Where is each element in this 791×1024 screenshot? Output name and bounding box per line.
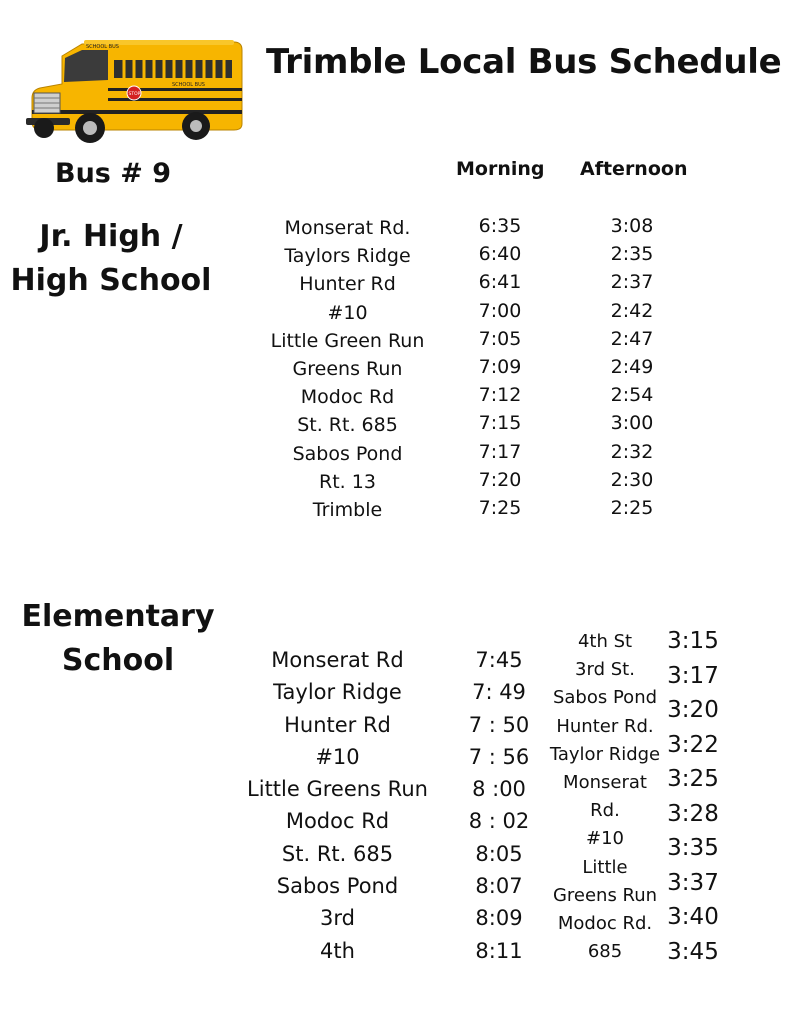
morning-time: 7: 49 [472,680,526,705]
afternoon-time: 3:45 [667,938,719,965]
stop-name: Modoc Rd [300,386,395,409]
morning-time: 7:25 [478,496,522,519]
stop-name: Little [582,856,628,878]
stop-name: 685 [587,941,623,963]
stop-name: Hunter Rd [284,712,391,737]
elementary-afternoon-stop-list [538,628,672,966]
stop-name: Monserat Rd. [284,217,411,239]
stop-name: Greens Run [552,884,658,906]
morning-time: 7:17 [478,440,522,463]
svg-text:SCHOOL BUS: SCHOOL BUS [86,44,119,50]
stop-name: #10 [315,744,360,769]
jr-high-heading-line2: High School [10,263,212,298]
stop-name: Taylor Ridge [273,680,402,705]
stop-name: Modoc Rd [285,809,390,834]
stop-name: St. Rt. 685 [281,841,394,866]
morning-time: 8:05 [475,841,523,866]
svg-text:STOP: STOP [128,92,141,97]
jr-high-morning-times [460,212,540,522]
stop-name: Trimble [312,498,383,521]
jr-high-heading [0,215,222,303]
afternoon-time: 2:54 [610,384,654,407]
elementary-morning-times [458,644,540,967]
morning-time: 7:00 [478,299,522,322]
school-bus-image [24,38,246,150]
stop-name: #10 [586,828,624,850]
morning-time: 8 : 02 [468,809,530,834]
svg-text:SCHOOL BUS: SCHOOL BUS [172,82,205,88]
stop-name: St. Rt. 685 [297,414,398,437]
afternoon-time: 2:35 [610,243,654,266]
morning-time: 7:12 [478,384,522,407]
stop-name: Monserat Rd [271,648,404,672]
afternoon-time: 3:15 [667,628,719,654]
morning-time: 8 :00 [472,777,526,802]
afternoon-time: 3:37 [667,869,719,896]
afternoon-time: 3:17 [667,662,719,689]
jr-high-heading-line1: Jr. High / [39,219,183,254]
bus-number: Bus # 9 [55,158,172,189]
morning-time: 8:09 [475,906,523,931]
morning-time: 7:05 [478,327,522,350]
jr-high-stop-list [255,214,440,524]
afternoon-time: 2:32 [610,440,654,463]
elementary-heading [8,595,228,683]
afternoon-time: 3:35 [667,835,719,861]
stop-name: Sabos Pond [292,442,403,465]
morning-time: 7:15 [478,412,522,435]
afternoon-time: 2:47 [610,327,654,350]
stop-name: Modoc Rd. [557,912,653,934]
stop-name: 3rd [320,906,355,931]
afternoon-time: 3:00 [610,412,654,435]
stop-name: 4th St [577,631,633,652]
stop-name: Taylors Ridge [284,245,411,268]
morning-time: 6:40 [478,243,522,266]
page-title: Trimble Local Bus Schedule [266,42,782,82]
afternoon-time: 3:28 [667,800,719,827]
morning-time: 6:41 [478,271,522,294]
stop-name: 3rd St. [575,659,635,681]
elementary-heading-line2: School [61,643,175,678]
afternoon-header: Afternoon [580,158,688,180]
morning-time: 8:07 [475,874,523,899]
stop-name: Rt. 13 [319,470,376,493]
stop-name: Monserat [563,771,647,793]
afternoon-time: 2:49 [610,355,654,378]
morning-time: 7 : 50 [468,712,530,737]
morning-time: 6:35 [478,215,522,237]
afternoon-time: 2:37 [610,271,654,294]
morning-time: 7 : 56 [468,744,530,769]
stop-name: Hunter Rd [299,273,396,296]
stop-name: Greens Run [292,357,403,380]
afternoon-time: 3:25 [667,766,719,792]
afternoon-time: 2:25 [610,496,654,519]
stop-name: #10 [327,301,368,324]
morning-time: 7:45 [475,648,523,672]
afternoon-time: 2:42 [610,299,654,322]
elementary-heading-line1: Elementary [21,599,215,634]
stop-name: Hunter Rd. [556,715,654,737]
afternoon-time: 3:08 [610,215,654,237]
afternoon-time: 3:22 [667,731,719,758]
elementary-morning-stop-list [230,644,445,967]
elementary-afternoon-times [662,624,724,969]
afternoon-time: 2:30 [610,468,654,491]
stop-name: Sabos Pond [276,874,399,899]
afternoon-time: 3:20 [667,697,719,723]
morning-time: 7:09 [478,355,522,378]
stop-name: Rd. [590,800,620,822]
stop-name: 4th [320,938,355,963]
jr-high-afternoon-times [592,212,672,522]
stop-name: Taylor Ridge [549,743,661,765]
stop-name: Sabos Pond [552,687,658,709]
afternoon-time: 3:40 [667,904,719,930]
morning-time: 7:20 [478,468,522,491]
stop-name: Little Greens Run [247,777,428,802]
stop-name: Little Green Run [270,329,425,352]
morning-header: Morning [456,158,545,180]
morning-time: 8:11 [475,938,523,963]
